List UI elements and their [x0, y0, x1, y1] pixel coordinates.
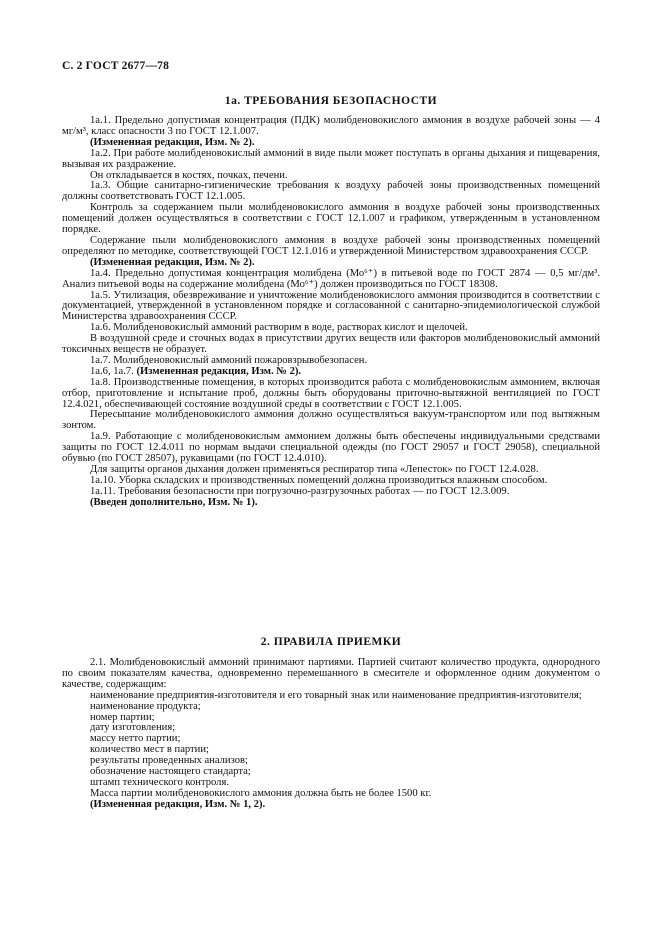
- amendment-note: (Измененная редакция, Изм. № 2).: [136, 365, 302, 377]
- paragraph: Масса партии молибденовокислого аммония должна быть не более 1500 кг.: [90, 787, 432, 799]
- section-1a-body: [62, 116, 600, 509]
- clause-ref: 1а.6, 1а.7.: [90, 365, 137, 377]
- paragraph: 1а.5. Утилизация, обезвреживание и уничтожение молибденовокислого аммония производится в соответствии с документацией, утвержденной в установленном порядке и согласованной с санитарно-эпидемиологической службой Министерства здравоохранения СССР.: [62, 289, 600, 323]
- section-1a-title: 1а. ТРЕБОВАНИЯ БЕЗОПАСНОСТИ: [224, 95, 438, 107]
- amendment-note: (Введен дополнительно, Изм. № 1).: [90, 496, 258, 508]
- page-header: С. 2 ГОСТ 2677—78: [62, 60, 170, 72]
- list-item: наименование продукта;: [90, 700, 201, 712]
- list-item: номер партии;: [90, 711, 155, 723]
- paragraph: Содержание пыли молибденовокислого аммония в воздухе рабочей зоны производственных помещений определяют по методике, соответствующей ГОСТ 12.1.016 и утвержденной Министерством здравоохранения СССР.: [62, 234, 600, 257]
- paragraph: 1а.10. Уборка складских и производственных помещений должна производиться влажным способом.: [90, 474, 548, 486]
- paragraph: 1а.6. Молибденовокислый аммоний растворим в воде, растворах кислот и щелочей.: [90, 322, 468, 334]
- paragraph: 1а.3. Общие санитарно-гигиенические требования к воздуху рабочей зоны производственных помещений должны соответствовать ГОСТ 12.1.005.: [62, 180, 600, 203]
- paragraph: 2.1. Молибденовокислый аммоний принимают партиями. Партией считают количество продукта, однородного по своим показателям качества, одновременно перемешанного в смесителе и оформленное одним документом о качестве, содержащим:: [62, 657, 600, 690]
- paragraph: 1а.9. Работающие с молибденовокислым аммонием должны быть обеспечены индивидуальными средствами защиты по ГОСТ 12.4.011 по нормам выдачи специальной одежды (по ГОСТ 29057 и ГОСТ 29058), специальной обувью (по ГОСТ 28507), рукавицами (по ГОСТ 12.4.010).: [62, 431, 600, 465]
- paragraph: 1а.8. Производственные помещения, в которых производится работа с молибденовокислым аммонием, включая отбор, приготовление и испытание проб, должны быть оборудованы приточно-вытяжной вентиляцией по ГОСТ 12.4.021, обеспечивающей состояние воздушной среды в соответствии с ГОСТ 12.1.005.: [62, 376, 600, 410]
- list-item: наименование предприятия-изготовителя и его товарный знак или наименование предприятия-изготовителя;: [90, 689, 582, 701]
- paragraph: 1а.4. Предельно допустимая концентрация молибдена (Мо⁶⁺) в питьевой воде по ГОСТ 2874 — 0,5 мг/дм³. Анализ питьевой воды на содержание молибдена (Мо⁶⁺) должен производиться по ГОСТ 18308.: [62, 267, 600, 290]
- section-2-body: [62, 658, 600, 811]
- section-2-title: 2. ПРАВИЛА ПРИЕМКИ: [260, 636, 402, 648]
- amendment-note: (Измененная редакция, Изм. № 1, 2).: [90, 798, 266, 810]
- paragraph: 1а.1. Предельно допустимая концентрация (ПДК) молибденовокислого аммония в воздухе рабочей зоны — 4 мг/м³, класс опасности 3 по ГОСТ 12.1.007.: [62, 115, 600, 137]
- paragraph: Пересыпание молибденовокислого аммония должно осуществляться вакуум-транспортом или под вытяжным зонтом.: [62, 409, 600, 432]
- paragraph: 1а.7. Молибденовокислый аммоний пожаровзрывобезопасен.: [90, 354, 368, 366]
- list-item: результаты проведенных анализов;: [90, 755, 248, 767]
- paragraph: Он откладывается в костях, почках, печени.: [90, 169, 288, 181]
- paragraph: Контроль за содержанием пыли молибденовокислого аммония в воздухе рабочей зоны производственных помещений должен осуществляться в соответствии с ГОСТ 12.1.007 и графиком, утвержденным в установленном порядке.: [62, 202, 600, 236]
- paragraph: 1а.2. При работе молибденовокислый аммоний в виде пыли может поступать в органы дыхания и пищеварения, вызывая их раздражение.: [62, 147, 600, 170]
- list-item: обозначение настоящего стандарта;: [90, 766, 251, 778]
- paragraph: 1а.11. Требования безопасности при погрузочно-разгрузочных работах — по ГОСТ 12.3.009.: [90, 485, 510, 497]
- list-item: штамп технического контроля.: [90, 776, 229, 788]
- paragraph: Для защиты органов дыхания должен применяться респиратор типа «Лепесток» по ГОСТ 12.4.028.: [90, 464, 539, 475]
- list-item: массу нетто партии;: [90, 733, 181, 745]
- amendment-note: (Измененная редакция, Изм. № 2).: [90, 136, 255, 148]
- list-item: дату изготовления;: [90, 722, 176, 734]
- list-item: количество мест в партии;: [90, 744, 209, 756]
- amendment-note: (Измененная редакция, Изм. № 2).: [90, 256, 255, 268]
- paragraph: В воздушной среде и сточных водах в присутствии других веществ или факторов молибденовокислый аммоний токсичных веществ не образует.: [62, 333, 600, 356]
